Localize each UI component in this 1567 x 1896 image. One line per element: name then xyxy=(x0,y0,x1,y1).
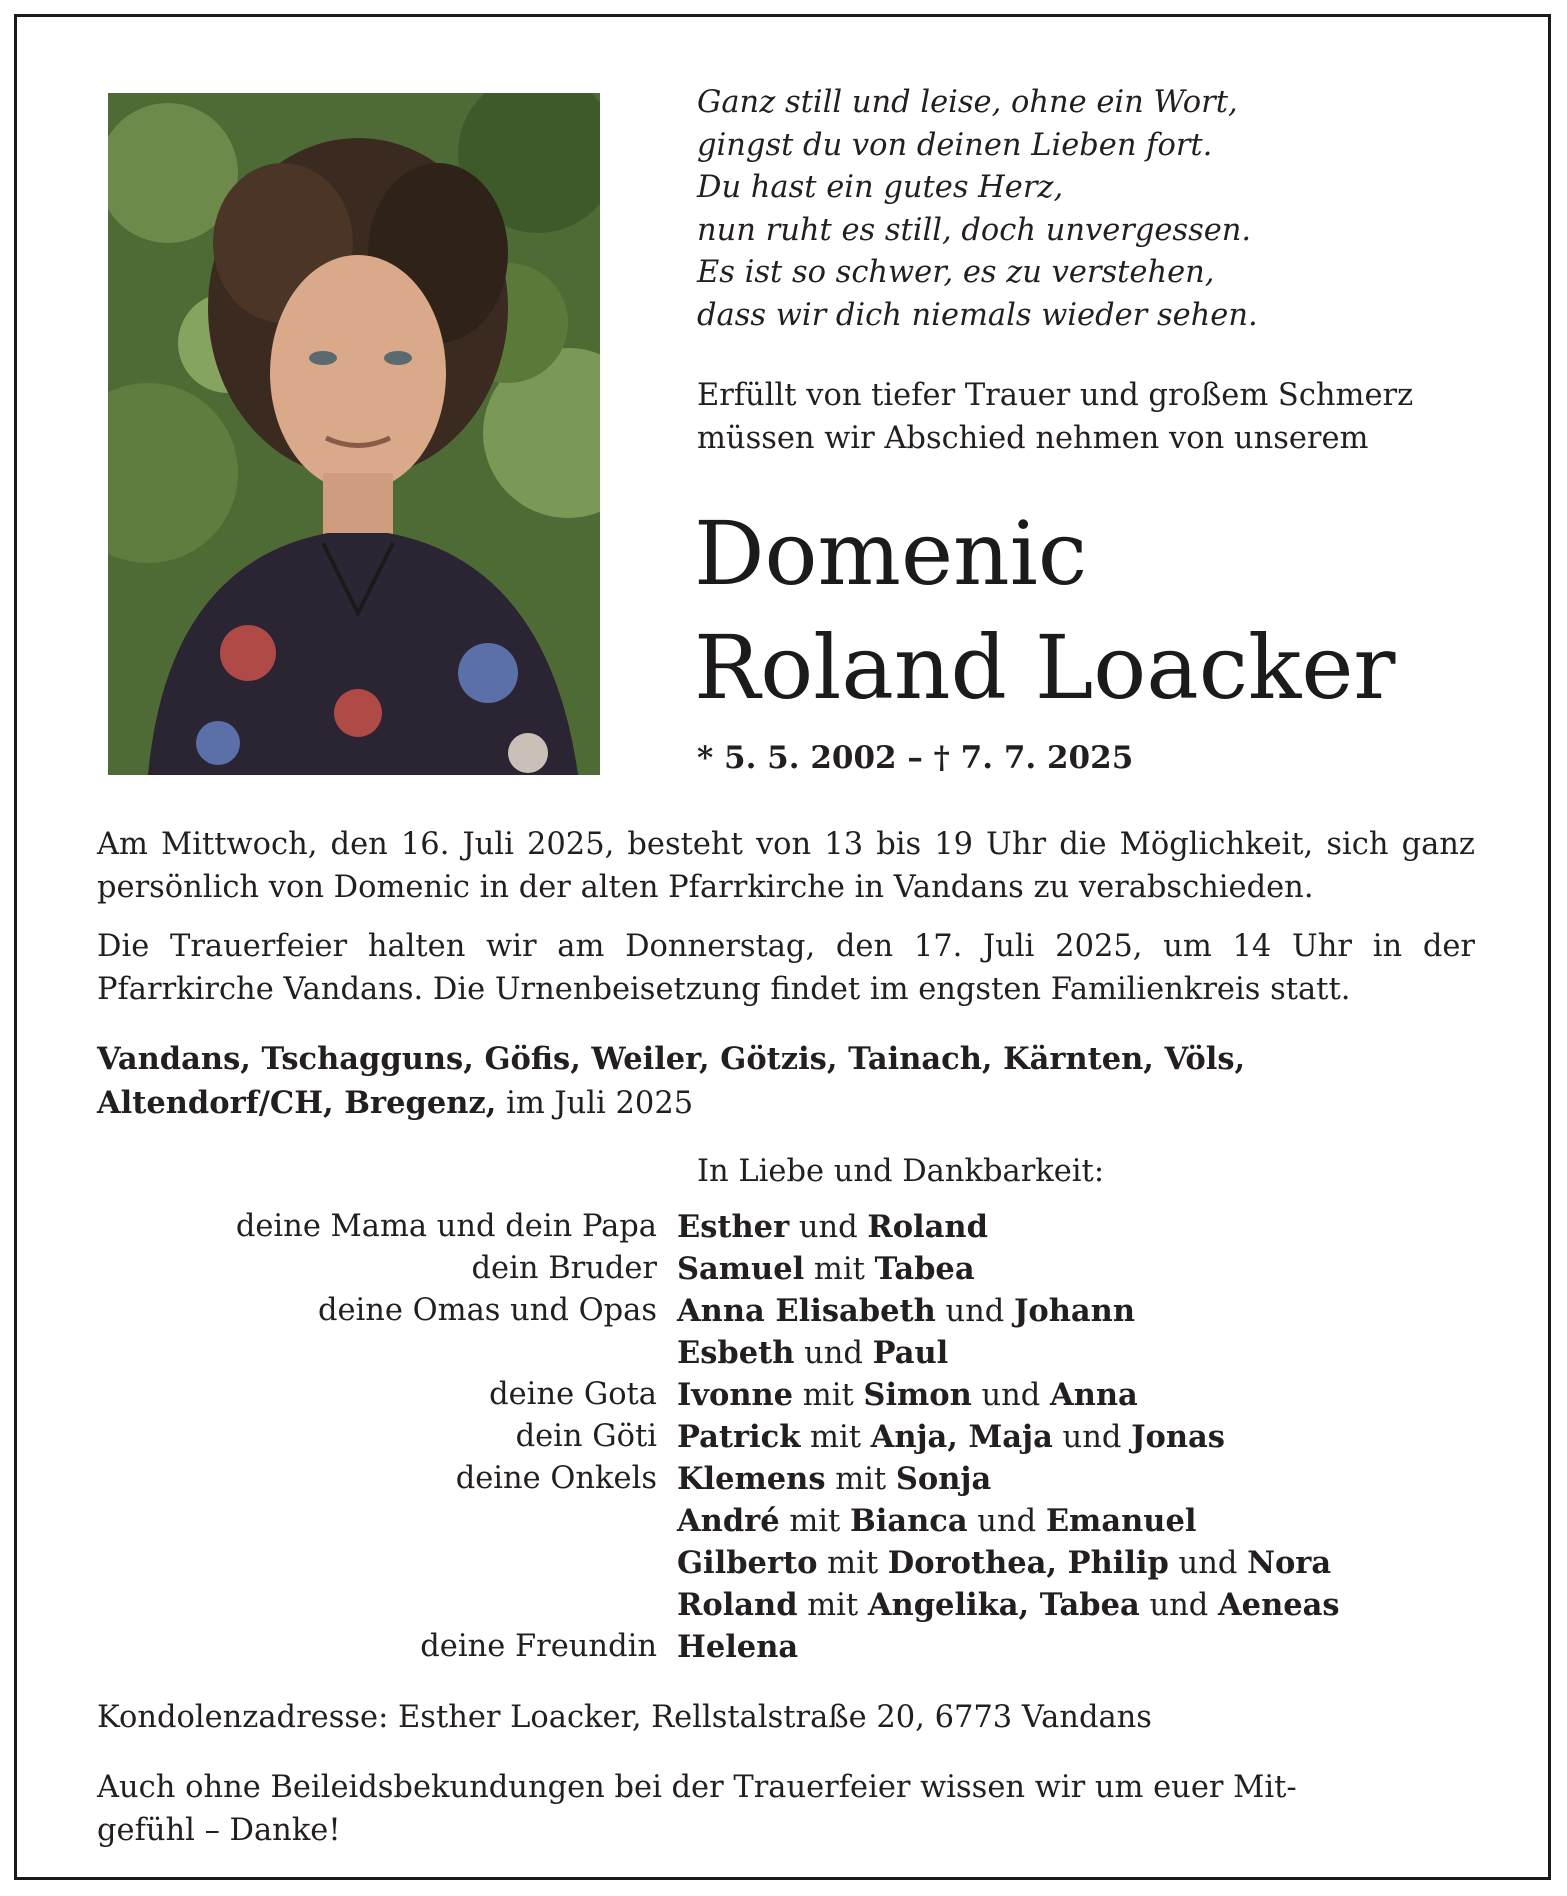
mourner-name: André xyxy=(677,1503,780,1539)
connector-word: mit xyxy=(800,1420,871,1455)
funeral-paragraph: Die Trauerfeier halten wir am Donnerstag, den 17. Juli 2025, um 14 Uhr in der Pfarrkirche Vandans. Die Urnenbeisetzung findet im engsten Familienkreis statt. xyxy=(97,929,1475,1007)
connector-word: und xyxy=(794,1336,873,1371)
places-date: im Juli 2025 xyxy=(506,1085,694,1121)
mourner-role xyxy=(97,1332,677,1374)
connector-word: mit xyxy=(825,1462,896,1497)
mourner-names xyxy=(677,1332,948,1374)
mourner-name: Klemens xyxy=(677,1461,826,1497)
portrait-photo-icon xyxy=(108,93,600,775)
mourner-name: Gilberto xyxy=(677,1545,818,1581)
mourner-name: Emanuel xyxy=(1045,1503,1197,1539)
condolence-address: Kondolenzadresse: Esther Loacker, Rellstalstraße 20, 6773 Vandans xyxy=(97,1700,1152,1735)
mourner-name: Paul xyxy=(872,1335,949,1371)
places-line xyxy=(97,1038,1475,1125)
mourner-role: deine Omas und Opas xyxy=(317,1293,657,1328)
intro-line: müssen wir Abschied nehmen von unserem xyxy=(697,420,1369,456)
mourner-name: Samuel xyxy=(677,1251,805,1287)
mourner-row xyxy=(97,1206,1475,1248)
mourner-row xyxy=(97,1416,1475,1458)
mourner-name: Simon xyxy=(863,1377,972,1413)
portrait-photo xyxy=(108,93,600,775)
life-dates: * 5. 5. 2002 – † 7. 7. 2025 xyxy=(697,740,1134,776)
connector-word: mit xyxy=(779,1504,850,1539)
mourner-name: Anna Elisabeth xyxy=(677,1293,936,1329)
poem-line: Es ist so schwer, es zu verstehen, xyxy=(697,255,1215,290)
closing-line: gefühl – Danke! xyxy=(97,1812,341,1848)
mourner-name: Bianca xyxy=(849,1503,968,1539)
mourner-names xyxy=(677,1458,991,1500)
mourner-role: deine Onkels xyxy=(455,1461,657,1496)
places-list: Vandans, Tschagguns, Göfis, Weiler, Götzis, Tainach, Kärnten, Völs, Altendorf/CH, Bregenz, xyxy=(97,1041,1246,1121)
connector-word: und xyxy=(967,1504,1046,1539)
mourner-row xyxy=(97,1458,1475,1500)
poem-line: nun ruht es still, doch unvergessen. xyxy=(697,212,1252,248)
mourner-role xyxy=(97,1584,677,1626)
closing-line: Auch ohne Beileidsbekundungen bei der Trauerfeier wissen wir um euer Mit- xyxy=(97,1770,1297,1805)
poem xyxy=(697,82,1258,337)
mourner-name: Esbeth xyxy=(677,1335,795,1371)
mourner-row xyxy=(97,1584,1475,1626)
connector-word: mit xyxy=(797,1588,868,1623)
intro-text xyxy=(697,375,1413,460)
closing-text xyxy=(97,1767,1297,1852)
farewell-paragraph: Am Mittwoch, den 16. Juli 2025, besteht von 13 bis 19 Uhr die Möglichkeit, sich ganz persönlich von Domenic in der alten Pfarrkirche in Vandans zu verabschieden. xyxy=(97,827,1475,905)
mourner-name: Anja, Maja xyxy=(870,1419,1053,1455)
poem-line: dass wir dich niemals wieder sehen. xyxy=(697,297,1258,333)
mourner-row xyxy=(97,1248,1475,1290)
mourner-row xyxy=(97,1500,1475,1542)
mourner-names xyxy=(677,1416,1225,1458)
mourner-name: Nora xyxy=(1247,1545,1332,1581)
mourner-name: Helena xyxy=(677,1629,799,1665)
poem-line: gingst du von deinen Lieben fort. xyxy=(697,127,1213,163)
intro-line: Erfüllt von tiefer Trauer und großem Schmerz xyxy=(697,378,1414,413)
mourner-name: Anna xyxy=(1050,1377,1138,1413)
connector-word: mit xyxy=(804,1252,875,1287)
mourner-role: dein Göti xyxy=(515,1419,657,1454)
mourner-names xyxy=(677,1290,1135,1332)
mourner-role xyxy=(97,1542,677,1584)
mourner-names xyxy=(677,1542,1331,1584)
mourner-role xyxy=(97,1500,677,1542)
mourner-row xyxy=(97,1374,1475,1416)
connector-word: und xyxy=(789,1210,868,1245)
mourner-name: Sonja xyxy=(895,1461,992,1497)
connector-word: und xyxy=(1139,1588,1218,1623)
mourner-names xyxy=(677,1584,1340,1626)
connector-word: und xyxy=(1168,1546,1248,1581)
mourner-row xyxy=(97,1290,1475,1332)
mourner-role: dein Bruder xyxy=(471,1251,657,1286)
connector-word: mit xyxy=(793,1378,864,1413)
poem-line: Ganz still und leise, ohne ein Wort, xyxy=(697,85,1238,120)
mourner-name: Roland xyxy=(867,1209,988,1245)
thanks-heading: In Liebe und Dankbarkeit: xyxy=(697,1154,1105,1189)
connector-word: und xyxy=(1052,1420,1132,1455)
mourner-name: Roland xyxy=(677,1587,798,1623)
connector-word: und xyxy=(935,1294,1014,1329)
mourner-row xyxy=(97,1332,1475,1374)
mourner-name: Tabea xyxy=(874,1251,975,1287)
mourner-name: Ivonne xyxy=(677,1377,794,1413)
mourner-name: Jonas xyxy=(1131,1419,1225,1455)
mourner-names xyxy=(677,1206,988,1248)
mourner-name: Dorothea, Philip xyxy=(887,1545,1169,1581)
mourner-name: Johann xyxy=(1013,1293,1136,1329)
mourner-names xyxy=(677,1248,975,1290)
mourner-names xyxy=(677,1374,1138,1416)
mourner-names xyxy=(677,1500,1196,1542)
mourner-name: Patrick xyxy=(677,1419,801,1455)
deceased-name xyxy=(694,497,1395,725)
middle-last-name: Roland Loacker xyxy=(694,616,1396,719)
mourner-role: deine Freundin xyxy=(420,1629,657,1664)
first-name: Domenic xyxy=(694,502,1088,605)
mourner-name: Esther xyxy=(677,1209,790,1245)
mourner-row xyxy=(97,1626,1475,1668)
mourner-name: Aeneas xyxy=(1218,1587,1340,1623)
mourners-list xyxy=(97,1206,1475,1668)
connector-word: und xyxy=(971,1378,1051,1413)
mourner-role: deine Mama und dein Papa xyxy=(235,1209,657,1244)
connector-word: mit xyxy=(817,1546,888,1581)
mourner-name: Angelika, Tabea xyxy=(867,1587,1140,1623)
mourner-role: deine Gota xyxy=(489,1377,657,1412)
mourner-row xyxy=(97,1542,1475,1584)
mourner-names xyxy=(677,1626,798,1668)
poem-line: Du hast ein gutes Herz, xyxy=(697,170,1064,205)
